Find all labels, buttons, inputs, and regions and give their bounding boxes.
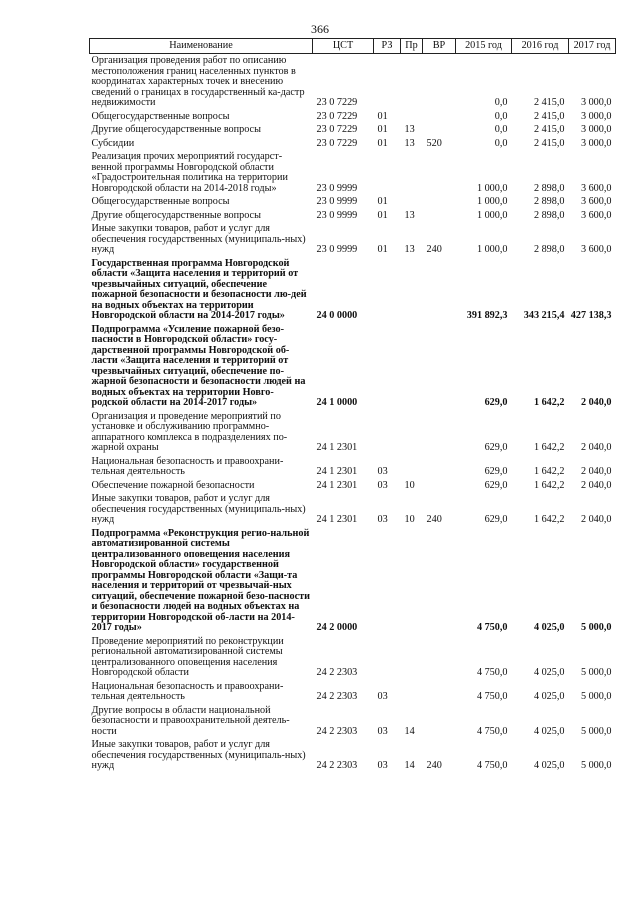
budget-table: [89, 38, 616, 773]
cell-2017: 3 600,0: [580, 196, 612, 207]
cell-name: Другие вопросы в области национальной безопасности и правоохранительной деятель-ности: [91, 704, 290, 737]
cell-2017: 2 040,0: [580, 442, 612, 453]
cell-2016: 2 898,0: [533, 244, 565, 255]
cell-2016: 4 025,0: [533, 667, 565, 678]
column-header-cst: ЦСТ: [313, 39, 374, 54]
cell-rz: [374, 410, 401, 455]
cell-name: Иные закупки товаров, работ и услуг для обеспечения государственных (муниципаль-ных) нужд: [91, 493, 306, 525]
cell-rz: [374, 635, 401, 680]
cell-rz: 01: [377, 110, 388, 122]
cell-2017: 3 000,0: [580, 97, 612, 108]
cell-2017: 3 600,0: [580, 182, 612, 194]
column-header-2015: 2015 год: [456, 39, 512, 54]
cell-rz: 01: [377, 196, 388, 207]
table-header-row: [90, 39, 616, 54]
cell-2016: 2 898,0: [533, 209, 565, 221]
cell-vr: [423, 110, 456, 124]
cell-cst: 24 1 0000: [316, 397, 358, 408]
table-row: [90, 492, 616, 527]
cell-cst: 23 0 7229: [316, 110, 358, 122]
cell-vr: [423, 680, 456, 704]
cell-rz: 01: [377, 209, 388, 221]
table-body: [90, 54, 616, 773]
column-header-vr: ВР: [423, 39, 456, 54]
cell-cst: 24 1 2301: [316, 514, 358, 525]
cell-2015: 1 000,0: [476, 244, 508, 255]
cell-2017: 3 000,0: [580, 110, 612, 122]
cell-name: Другие общегосударственные вопросы: [91, 209, 261, 221]
cell-2016: 2 415,0: [533, 124, 565, 135]
cell-cst: 23 0 7229: [316, 124, 358, 135]
cell-name: Национальная безопасность и правоохрани-тельная деятельность: [91, 455, 284, 477]
cell-pr: [401, 150, 423, 195]
cell-cst: 23 0 7229: [316, 97, 358, 108]
cell-vr: [423, 527, 456, 635]
cell-pr: [401, 455, 423, 479]
cell-vr: [423, 410, 456, 455]
cell-rz: 01: [377, 137, 388, 149]
cell-cst: 24 1 2301: [316, 466, 358, 477]
cell-pr: 13: [404, 209, 415, 221]
cell-2015: 629,0: [484, 466, 508, 477]
table-row: [90, 527, 616, 635]
cell-cst: 24 2 2303: [316, 725, 358, 737]
cell-cst: 23 0 9999: [316, 209, 358, 221]
cell-rz: [374, 257, 401, 323]
cell-2016: 2 415,0: [533, 97, 565, 108]
cell-vr: [423, 123, 456, 137]
cell-name: Общегосударственные вопросы: [91, 110, 230, 122]
cell-name: Государственная программа Новгородской области «Защита населения и территорий от чрезвычайных ситуаций, обеспечение пожарной безопасности и безопасности лю-дей на водных объектах на территории Новгородской области на 2014-2017 годы»: [91, 257, 307, 321]
cell-pr: [401, 54, 423, 110]
cell-2017: 2 040,0: [580, 479, 612, 491]
cell-pr: [401, 527, 423, 635]
table-row: [90, 704, 616, 739]
cell-pr: [401, 323, 423, 410]
cell-cst: 24 2 0000: [316, 622, 358, 633]
cell-pr: [401, 410, 423, 455]
cell-2016: 1 642,2: [533, 397, 565, 408]
cell-vr: 240: [426, 514, 442, 525]
cell-2015: 629,0: [484, 514, 508, 525]
table-row: [90, 410, 616, 455]
table-row: [90, 123, 616, 137]
table-row: [90, 738, 616, 773]
cell-2017: 5 000,0: [580, 622, 612, 633]
cell-pr: 10: [404, 514, 415, 525]
cell-cst: 24 2 2303: [316, 691, 358, 702]
cell-2016: 1 642,2: [533, 466, 565, 477]
cell-2015: 0,0: [494, 137, 508, 149]
cell-pr: [401, 680, 423, 704]
table-row: [90, 209, 616, 223]
cell-pr: [401, 195, 423, 209]
cell-vr: [423, 195, 456, 209]
column-header-rz: РЗ: [374, 39, 401, 54]
cell-name: Другие общегосударственные вопросы: [91, 124, 261, 135]
cell-2015: 4 750,0: [476, 622, 508, 633]
cell-rz: 03: [377, 725, 388, 737]
cell-2015: 629,0: [484, 397, 508, 408]
cell-2017: 5 000,0: [580, 760, 612, 771]
cell-vr: 240: [426, 760, 442, 771]
cell-pr: 13: [404, 124, 415, 135]
cell-vr: [423, 635, 456, 680]
cell-2016: 343 215,4: [523, 310, 565, 321]
page-number: 366: [311, 22, 329, 36]
cell-2015: 0,0: [494, 110, 508, 122]
table-row: [90, 195, 616, 209]
cell-cst: 24 1 2301: [316, 479, 358, 491]
table-row: [90, 54, 616, 110]
column-header-2016: 2016 год: [512, 39, 569, 54]
cell-2015: 4 750,0: [476, 667, 508, 678]
cell-2016: 2 415,0: [533, 110, 565, 122]
cell-2017: 3 000,0: [580, 137, 612, 149]
cell-pr: [401, 110, 423, 124]
cell-cst: 23 0 9999: [316, 196, 358, 207]
column-header-pr: Пр: [401, 39, 423, 54]
cell-cst: 24 2 2303: [316, 667, 358, 678]
cell-2016: 1 642,2: [533, 479, 565, 491]
cell-vr: [423, 150, 456, 195]
table-row: [90, 137, 616, 151]
cell-name: Подпрограмма «Усиление пожарной безо-пасности в Новгородской области» госу-дарственной программы Новгородской об-ласти «Защита населения и территорий от чрезвычайных ситуаций, обеспечение по-жарной безопасности и безопасности людей на водных объектах на территории Новго-родской области на 2014-2017 годы»: [91, 323, 306, 408]
cell-vr: 240: [426, 244, 442, 255]
cell-name: Субсидии: [91, 137, 135, 149]
cell-2017: 5 000,0: [580, 725, 612, 737]
table-row: [90, 150, 616, 195]
cell-rz: 01: [377, 244, 388, 255]
cell-cst: 23 0 9999: [316, 182, 358, 194]
cell-name: Реализация прочих мероприятий государст-венной программы Новгородской области «Градостроительная политика на территории Новгородской области на 2014-2018 годы»: [91, 151, 288, 194]
cell-rz: 01: [377, 124, 388, 135]
cell-2016: 2 898,0: [533, 196, 565, 207]
cell-rz: 03: [377, 514, 388, 525]
cell-pr: [401, 635, 423, 680]
cell-rz: 03: [377, 479, 388, 491]
cell-pr: 13: [404, 244, 415, 255]
cell-cst: 23 0 9999: [316, 244, 358, 255]
column-header-2017: 2017 год: [569, 39, 616, 54]
cell-2016: 1 642,2: [533, 514, 565, 525]
cell-2017: 2 040,0: [580, 514, 612, 525]
cell-2017: 3 000,0: [580, 124, 612, 135]
cell-2015: 1 000,0: [476, 209, 508, 221]
cell-rz: [374, 150, 401, 195]
cell-name: Проведение мероприятий по реконструкции региональной автоматизированной системы централизованного оповещения населения Новгородской области: [91, 635, 284, 678]
table-row: [90, 455, 616, 479]
cell-2015: 1 000,0: [476, 196, 508, 207]
cell-name: Общегосударственные вопросы: [91, 196, 230, 207]
cell-rz: [374, 527, 401, 635]
cell-name: Организация проведения работ по описанию местоположения границ населенных пунктов в координатах характерных точек и внесению сведений о границах в государственный ка-дастр недвижимости: [91, 55, 305, 108]
cell-vr: [423, 54, 456, 110]
cell-2015: 1 000,0: [476, 182, 508, 194]
cell-2015: 0,0: [494, 124, 508, 135]
cell-2015: 629,0: [484, 479, 508, 491]
cell-2015: 0,0: [494, 97, 508, 108]
cell-2016: 2 898,0: [533, 182, 565, 194]
cell-2017: 3 600,0: [580, 209, 612, 221]
cell-vr: [423, 704, 456, 739]
cell-2016: 2 415,0: [533, 137, 565, 149]
cell-2015: 4 750,0: [476, 760, 508, 771]
cell-vr: [423, 479, 456, 493]
table-row: [90, 479, 616, 493]
cell-pr: 14: [404, 760, 415, 771]
cell-2016: 4 025,0: [533, 760, 565, 771]
cell-vr: [423, 209, 456, 223]
cell-cst: 24 0 0000: [316, 310, 358, 321]
cell-2015: 4 750,0: [476, 691, 508, 702]
cell-vr: [423, 455, 456, 479]
cell-vr: 520: [426, 137, 442, 149]
cell-cst: 24 1 2301: [316, 442, 358, 453]
cell-2016: 4 025,0: [533, 691, 565, 702]
table-row: [90, 323, 616, 410]
cell-rz: 03: [377, 760, 388, 771]
cell-name: Национальная безопасность и правоохрани-тельная деятельность: [91, 680, 284, 702]
cell-cst: 24 2 2303: [316, 760, 358, 771]
cell-vr: [423, 323, 456, 410]
cell-2017: 2 040,0: [580, 466, 612, 477]
cell-pr: 13: [404, 137, 415, 149]
cell-2017: 3 600,0: [580, 244, 612, 255]
cell-cst: 23 0 7229: [316, 137, 358, 149]
table-row: [90, 680, 616, 704]
cell-2017: 5 000,0: [580, 667, 612, 678]
cell-2015: 4 750,0: [476, 725, 508, 737]
cell-pr: 10: [404, 479, 415, 491]
table-row: [90, 110, 616, 124]
cell-pr: 14: [404, 725, 415, 737]
cell-name: Подпрограмма «Реконструкция регио-нальной автоматизированной системы централизованного оповещения населения Новгородской области» государственной программы Новгородской области «Защи-та населения и территорий от чрезвычай-ных ситуаций, обеспечение пожарной безо-пасности и безопасности людей на водных объектах на территории Новгородской об-ласти на 2014-2017 годы»: [91, 527, 311, 633]
column-header-name: Наименование: [90, 39, 313, 54]
table-row: [90, 257, 616, 323]
cell-2016: 1 642,2: [533, 442, 565, 453]
cell-rz: [374, 54, 401, 110]
cell-rz: 03: [377, 691, 388, 702]
cell-2016: 4 025,0: [533, 622, 565, 633]
cell-rz: 03: [377, 466, 388, 477]
cell-2016: 4 025,0: [533, 725, 565, 737]
cell-2017: 427 138,3: [570, 310, 612, 321]
cell-name: Иные закупки товаров, работ и услуг для обеспечения государственных (муниципаль-ных) нужд: [91, 739, 306, 771]
cell-2015: 629,0: [484, 442, 508, 453]
cell-pr: [401, 257, 423, 323]
cell-2015: 391 892,3: [466, 310, 508, 321]
cell-name: Обеспечение пожарной безопасности: [91, 479, 255, 491]
cell-name: Организация и проведение мероприятий по установке и обслуживанию программно-аппаратного комплекса в подразделениях по-жарной охраны: [91, 410, 288, 453]
cell-name: Иные закупки товаров, работ и услуг для обеспечения государственных (муниципаль-ных) нужд: [91, 223, 306, 255]
table-row: [90, 222, 616, 257]
cell-2017: 2 040,0: [580, 397, 612, 408]
cell-vr: [423, 257, 456, 323]
cell-2017: 5 000,0: [580, 691, 612, 702]
cell-rz: [374, 323, 401, 410]
table-row: [90, 635, 616, 680]
